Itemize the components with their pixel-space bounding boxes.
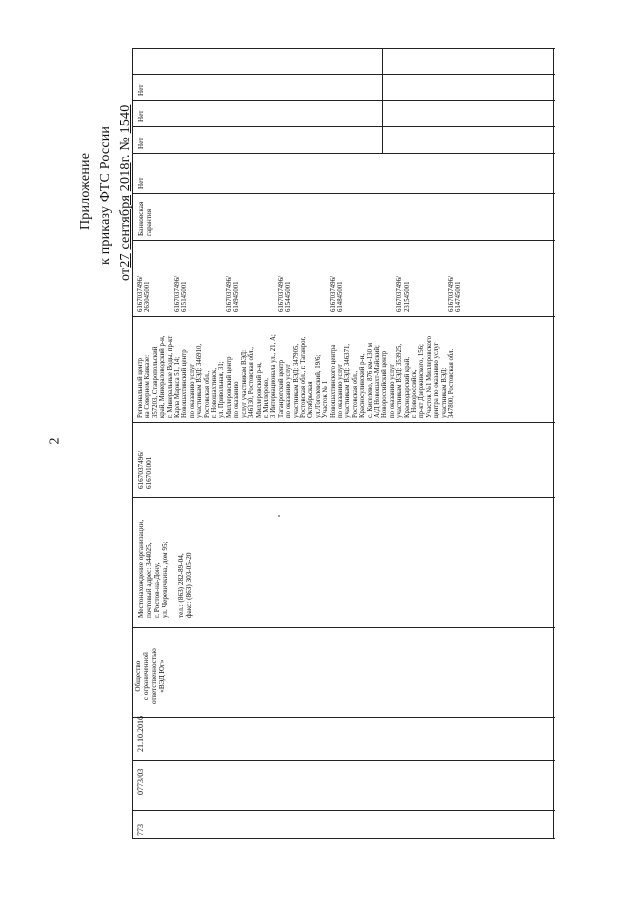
page-number: 2 [47, 437, 63, 445]
cell-col-c: Нет [137, 110, 145, 122]
cell-col-a: Нет [137, 177, 145, 189]
cell-branch-inn-kpp: 6167037496/ 263045001 6167037496/ 615145001 6167037496/ 614945001 6167037496/ 615445001 6167037496/ 614845001 6167037496/ 231545001 6167037496/ 614745001 [137, 276, 463, 312]
header-date-year: 2018 [118, 162, 133, 192]
header-line-1: Приложение [78, 152, 93, 230]
header-order-number: 1540 [118, 104, 133, 134]
cell-date: 21.10.2016 [136, 716, 145, 752]
header-date-suffix: г. № [118, 137, 133, 163]
header-line-2: к приказу ФТС России [98, 125, 113, 265]
header-date-prefix: от [118, 267, 133, 281]
header-date-day: 27 [118, 253, 133, 268]
cell-index: 773 [136, 824, 145, 836]
cell-org-name: Общество с ограниченной ответственностью «ВЭД Юг» [134, 648, 166, 704]
scan-speck [278, 515, 280, 517]
cell-branches: Региональный центр на Северном Кавказе: 357203, Ставропольский край, Минераловодский р-н, г. Минеральные Воды, пр-кт Карла Маркса 51, 14; Новошахтинский центр по оказанию услуг участникам ВЭД: 346910, Ростовская обл., г. Новошахтинск, ул. Привольная, 31; Миллеровский центр по оказанию услуг участникам ВЭД: 346130, Ростовская обл., Миллеровский р-н, г. Миллерово, 3 Интернационала ул., 21, А; Таганрогский центр по оказанию услуг участникам ВЭД: 347905, Ростовская обл., г. Таганрог, Октябрьская ул./Гоголевский, 19/6; Участок № 1 Новошахтинского центра по оказанию услуг участникам ВЭД: 346371, Ростовская обл., Красносулинский р-н, с. Киселево, 876 км-130 м А/Д Новошахт-Майский; Новороссийский центр по оказанию услуг участникам ВЭД: 353925, Краснодарский край, г. Новороссийск, пр-кт Дзержинского, 156; Участок №1 Миллеровского центра по оказанию услуг участникам ВЭД: 347800, Ростовская обл. [137, 334, 456, 418]
cell-location: Местонахождение организации, почтовый адрес: 344025, г. Ростов-на-Дону, ул. Черевичкина, дом 95; тел.: (863) 282-89-04, факс: (863) 303-05-20 [137, 519, 193, 618]
cell-col-d: Нет [137, 84, 145, 96]
header-date-month: сентября [118, 194, 133, 250]
cell-col-b: Нет [137, 137, 145, 149]
cell-reg-number: 0773/03 [136, 768, 145, 795]
cell-guarantee: Банковская гарантия [137, 201, 153, 236]
cell-inn-kpp: 6167037496/ 616701001 [137, 451, 153, 489]
